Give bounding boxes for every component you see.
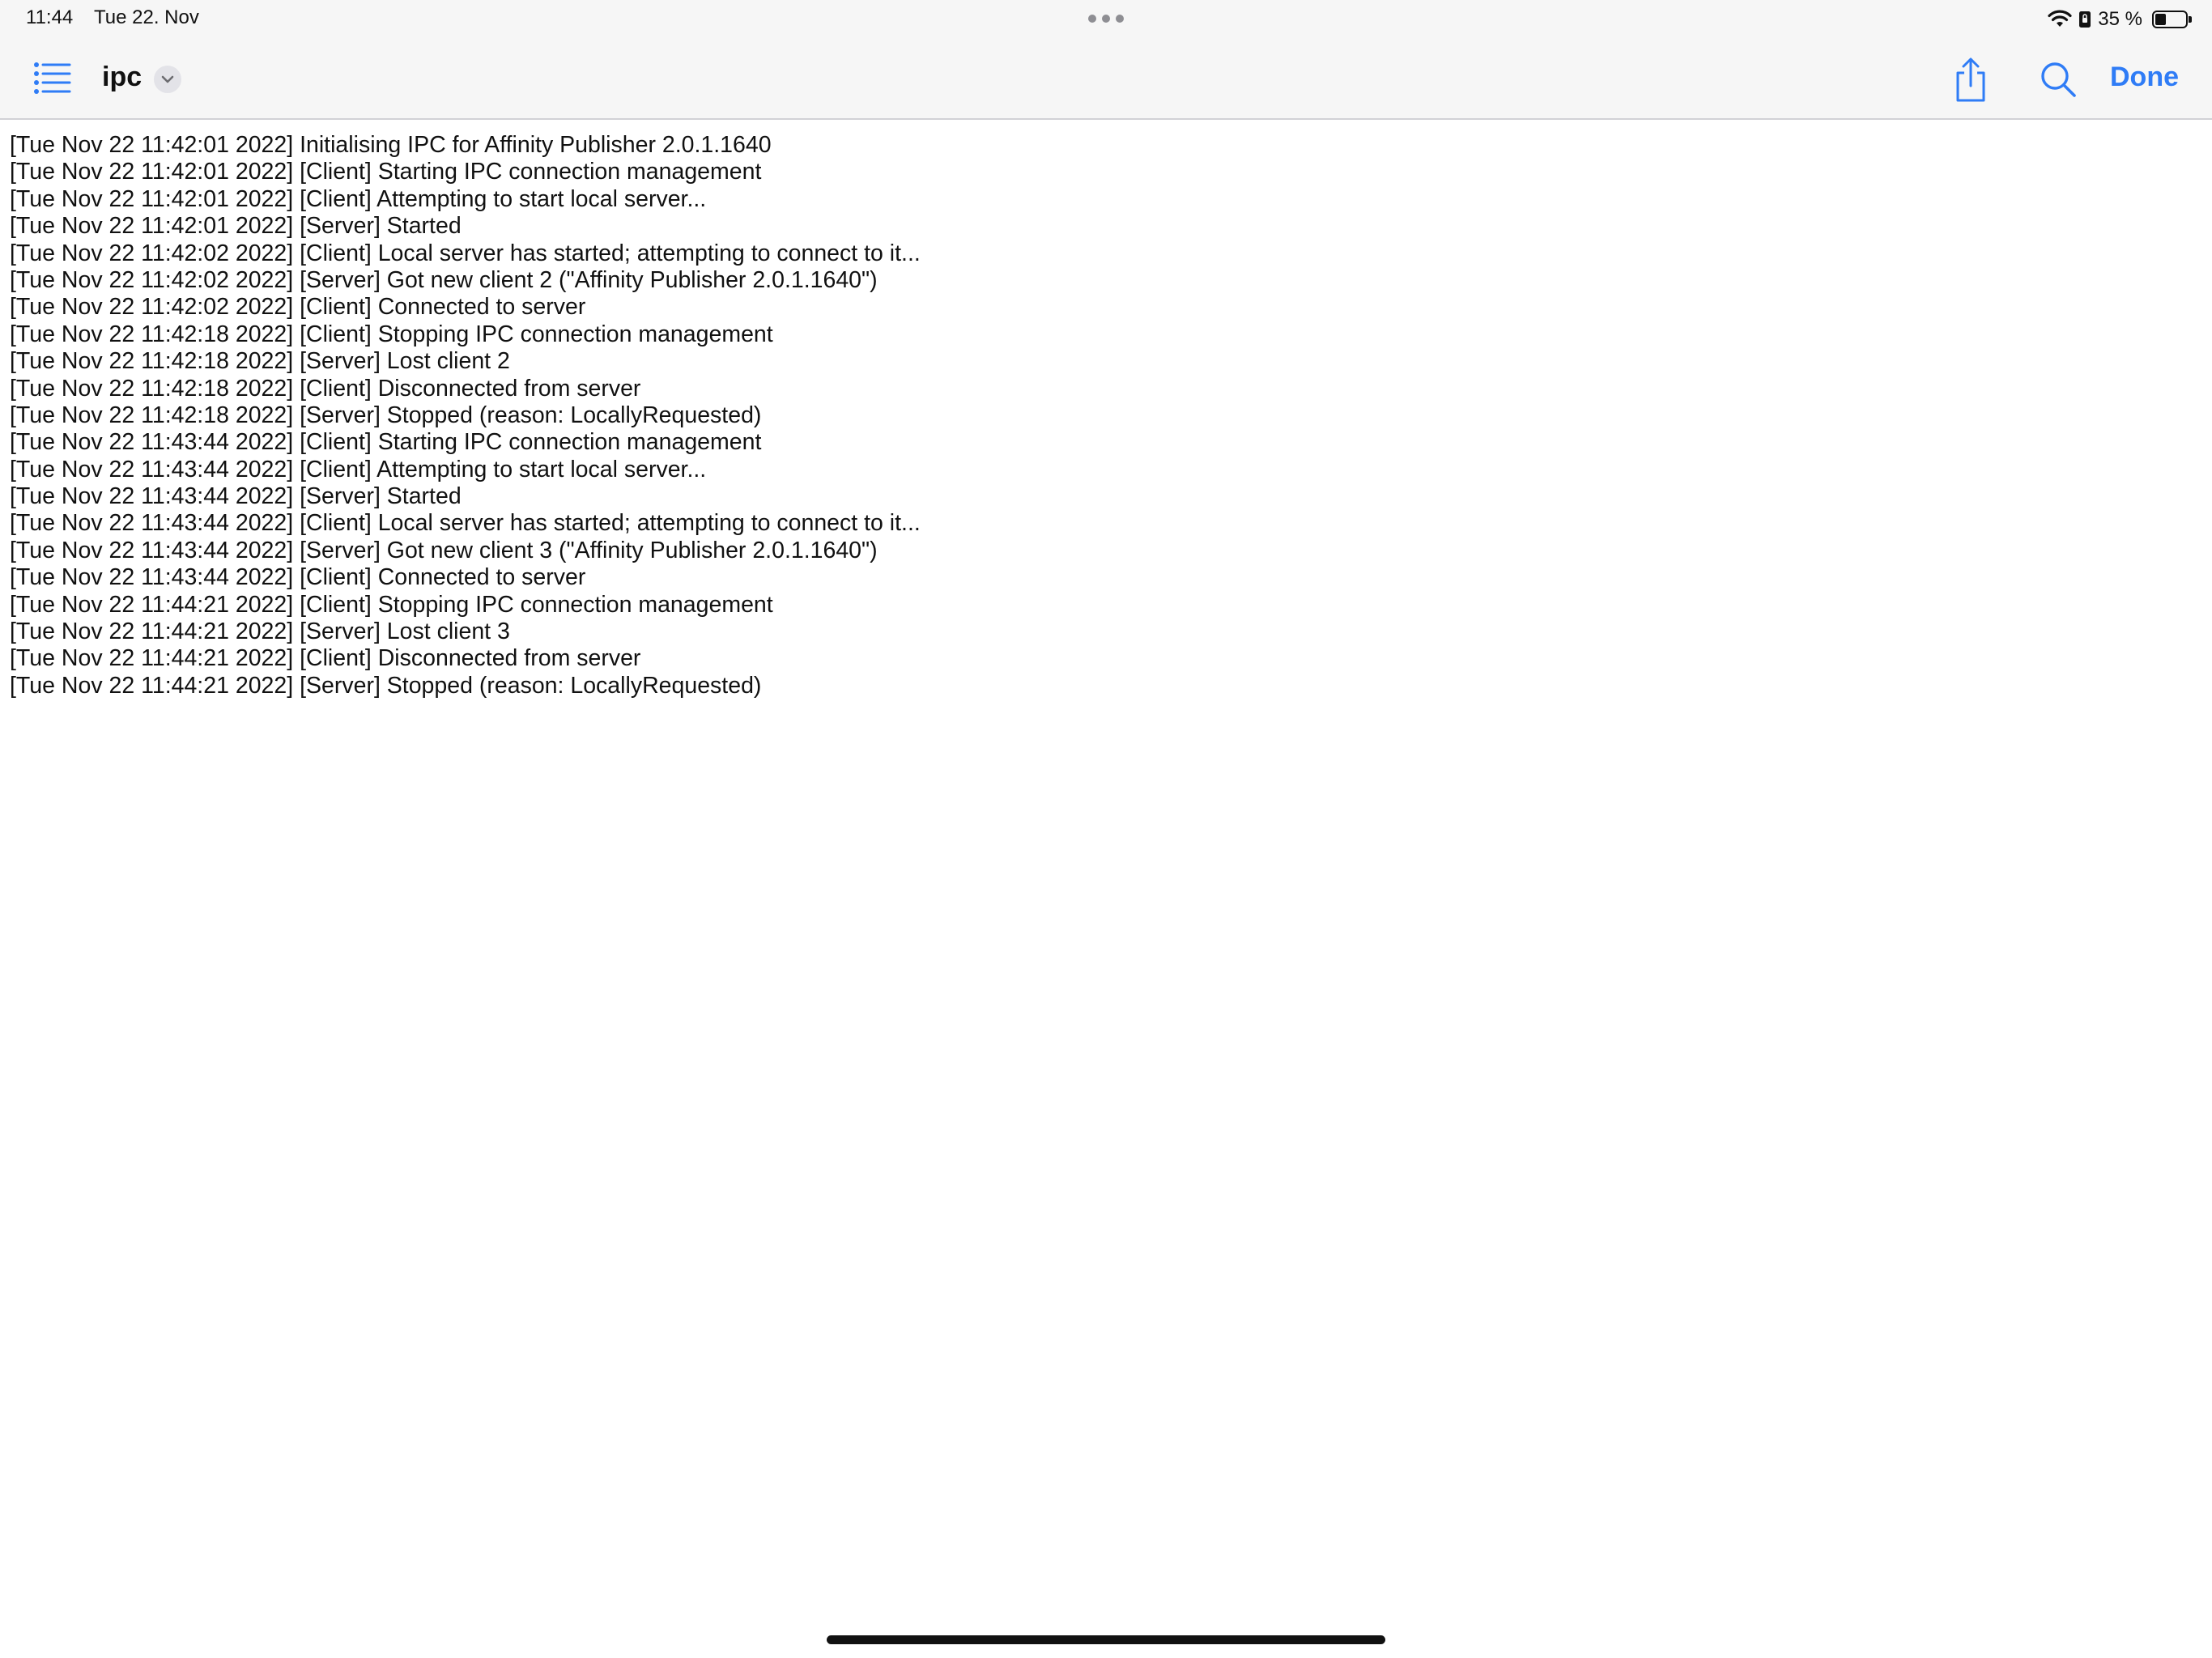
- dot: [1116, 15, 1124, 23]
- log-line: [Tue Nov 22 11:42:01 2022] Initialising IPC for Affinity Publisher 2.0.1.1640: [10, 132, 772, 158]
- title-menu-button[interactable]: [154, 66, 181, 93]
- status-indicators: [2048, 6, 2188, 32]
- multitasking-menu-icon[interactable]: [1088, 15, 1124, 23]
- log-line: [Tue Nov 22 11:44:21 2022] [Server] Lost client 3: [10, 619, 510, 645]
- battery-fill: [2155, 14, 2166, 25]
- document-title[interactable]: ipc: [102, 62, 143, 92]
- status-time: 11:44: [26, 6, 74, 28]
- list-button[interactable]: [32, 58, 74, 97]
- log-line: [Tue Nov 22 11:42:18 2022] [Server] Lost client 2: [10, 348, 510, 375]
- battery-icon: [2152, 11, 2188, 28]
- search-button[interactable]: [2039, 60, 2078, 99]
- log-line: [Tue Nov 22 11:43:44 2022] [Client] Attempting to start local server...: [10, 456, 707, 483]
- log-line: [Tue Nov 22 11:42:01 2022] [Server] Started: [10, 213, 462, 240]
- share-icon: [1951, 57, 1990, 104]
- battery-percentage: 35 %: [2098, 8, 2142, 30]
- log-line: [Tue Nov 22 11:44:21 2022] [Server] Stopped (reason: LocallyRequested): [10, 672, 762, 699]
- log-line: [Tue Nov 22 11:42:02 2022] [Server] Got new client 2 ("Affinity Publisher 2.0.1.1640"): [10, 266, 878, 293]
- log-line: [Tue Nov 22 11:42:18 2022] [Client] Disconnected from server: [10, 375, 641, 402]
- search-icon: [2039, 60, 2078, 99]
- log-line: [Tue Nov 22 11:42:02 2022] [Client] Local server has started; attempting to connect to it...: [10, 240, 921, 266]
- log-text-view[interactable]: [10, 132, 2196, 699]
- log-line: [Tue Nov 22 11:43:44 2022] [Client] Connected to server: [10, 564, 586, 591]
- home-indicator[interactable]: [827, 1635, 1385, 1644]
- log-line: [Tue Nov 22 11:43:44 2022] [Server] Started: [10, 483, 462, 510]
- log-line: [Tue Nov 22 11:42:01 2022] [Client] Attempting to start local server...: [10, 185, 707, 212]
- chevron-down-icon: [154, 66, 181, 93]
- log-line: [Tue Nov 22 11:43:44 2022] [Client] Local server has started; attempting to connect to it...: [10, 510, 921, 537]
- list-icon: [32, 58, 74, 97]
- log-line: [Tue Nov 22 11:44:21 2022] [Client] Stopping IPC connection management: [10, 591, 773, 618]
- log-line: [Tue Nov 22 11:42:02 2022] [Client] Connected to server: [10, 294, 586, 321]
- log-line: [Tue Nov 22 11:42:18 2022] [Server] Stopped (reason: LocallyRequested): [10, 402, 762, 428]
- lock-rotation-icon: [2078, 10, 2091, 29]
- share-button[interactable]: [1951, 57, 1990, 104]
- wifi-icon: [2048, 10, 2072, 29]
- done-button[interactable]: Done: [2110, 62, 2179, 92]
- dot: [1088, 15, 1096, 23]
- log-line: [Tue Nov 22 11:44:21 2022] [Client] Disconnected from server: [10, 645, 641, 672]
- log-line: [Tue Nov 22 11:42:01 2022] [Client] Starting IPC connection management: [10, 159, 762, 185]
- dot: [1102, 15, 1110, 23]
- battery-tip: [2189, 16, 2192, 23]
- log-line: [Tue Nov 22 11:42:18 2022] [Client] Stopping IPC connection management: [10, 321, 773, 347]
- status-bar: [0, 0, 2212, 39]
- log-line: [Tue Nov 22 11:43:44 2022] [Server] Got new client 3 ("Affinity Publisher 2.0.1.1640"): [10, 537, 878, 563]
- status-date: Tue 22. Nov: [94, 6, 199, 28]
- navigation-bar: [0, 39, 2212, 120]
- log-line: [Tue Nov 22 11:43:44 2022] [Client] Starting IPC connection management: [10, 429, 762, 456]
